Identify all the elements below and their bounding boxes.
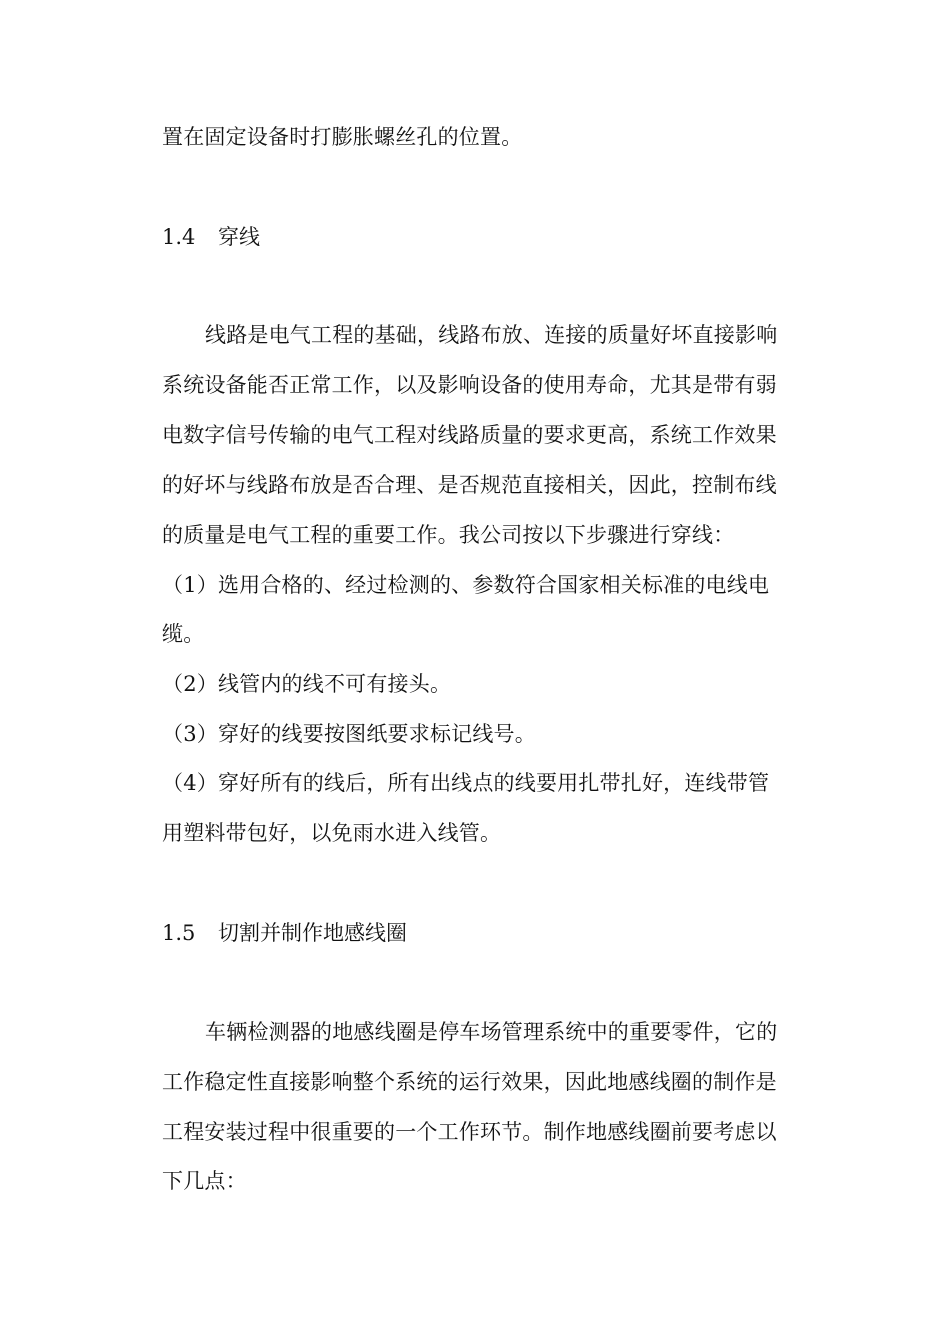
section-number: 1.4 (162, 225, 196, 249)
section-title: 穿线 (218, 225, 260, 249)
section-title: 切割并制作地感线圈 (218, 921, 407, 945)
list-item-continuation: 缆。 (162, 622, 205, 646)
paragraph-line: 线路是电气工程的基础，线路布放、连接的质量好坏直接影响 (205, 323, 778, 347)
section-number: 1.5 (162, 921, 196, 945)
list-item: （1）选用合格的、经过检测的、参数符合国家相关标准的电线电 (162, 573, 770, 597)
section-heading-1-4 (162, 222, 260, 252)
paragraph-line: 车辆检测器的地感线圈是停车场管理系统中的重要零件，它的 (205, 1020, 778, 1044)
paragraph-line: 下几点： (162, 1169, 247, 1193)
list-item-continuation: 用塑料带包好，以免雨水进入线管。 (162, 821, 502, 845)
paragraph-line: 工作稳定性直接影响整个系统的运行效果，因此地感线圈的制作是 (162, 1070, 777, 1094)
paragraph-continuation: 置在固定设备时打膨胀螺丝孔的位置。 (162, 125, 523, 149)
section-heading-1-5 (162, 918, 407, 948)
list-item: （4）穿好所有的线后，所有出线点的线要用扎带扎好，连线带管 (162, 771, 770, 795)
list-item: （3）穿好的线要按图纸要求标记线号。 (162, 722, 536, 746)
paragraph-line: 的质量是电气工程的重要工作。我公司按以下步骤进行穿线： (162, 523, 735, 547)
list-item: （2）线管内的线不可有接头。 (162, 672, 452, 696)
paragraph-line: 工程安装过程中很重要的一个工作环节。制作地感线圈前要考虑以 (162, 1120, 777, 1144)
paragraph-line: 电数字信号传输的电气工程对线路质量的要求更高，系统工作效果 (162, 423, 777, 447)
paragraph-line: 系统设备能否正常工作，以及影响设备的使用寿命，尤其是带有弱 (162, 373, 777, 397)
paragraph-line: 的好坏与线路布放是否合理、是否规范直接相关，因此，控制布线 (162, 473, 777, 497)
